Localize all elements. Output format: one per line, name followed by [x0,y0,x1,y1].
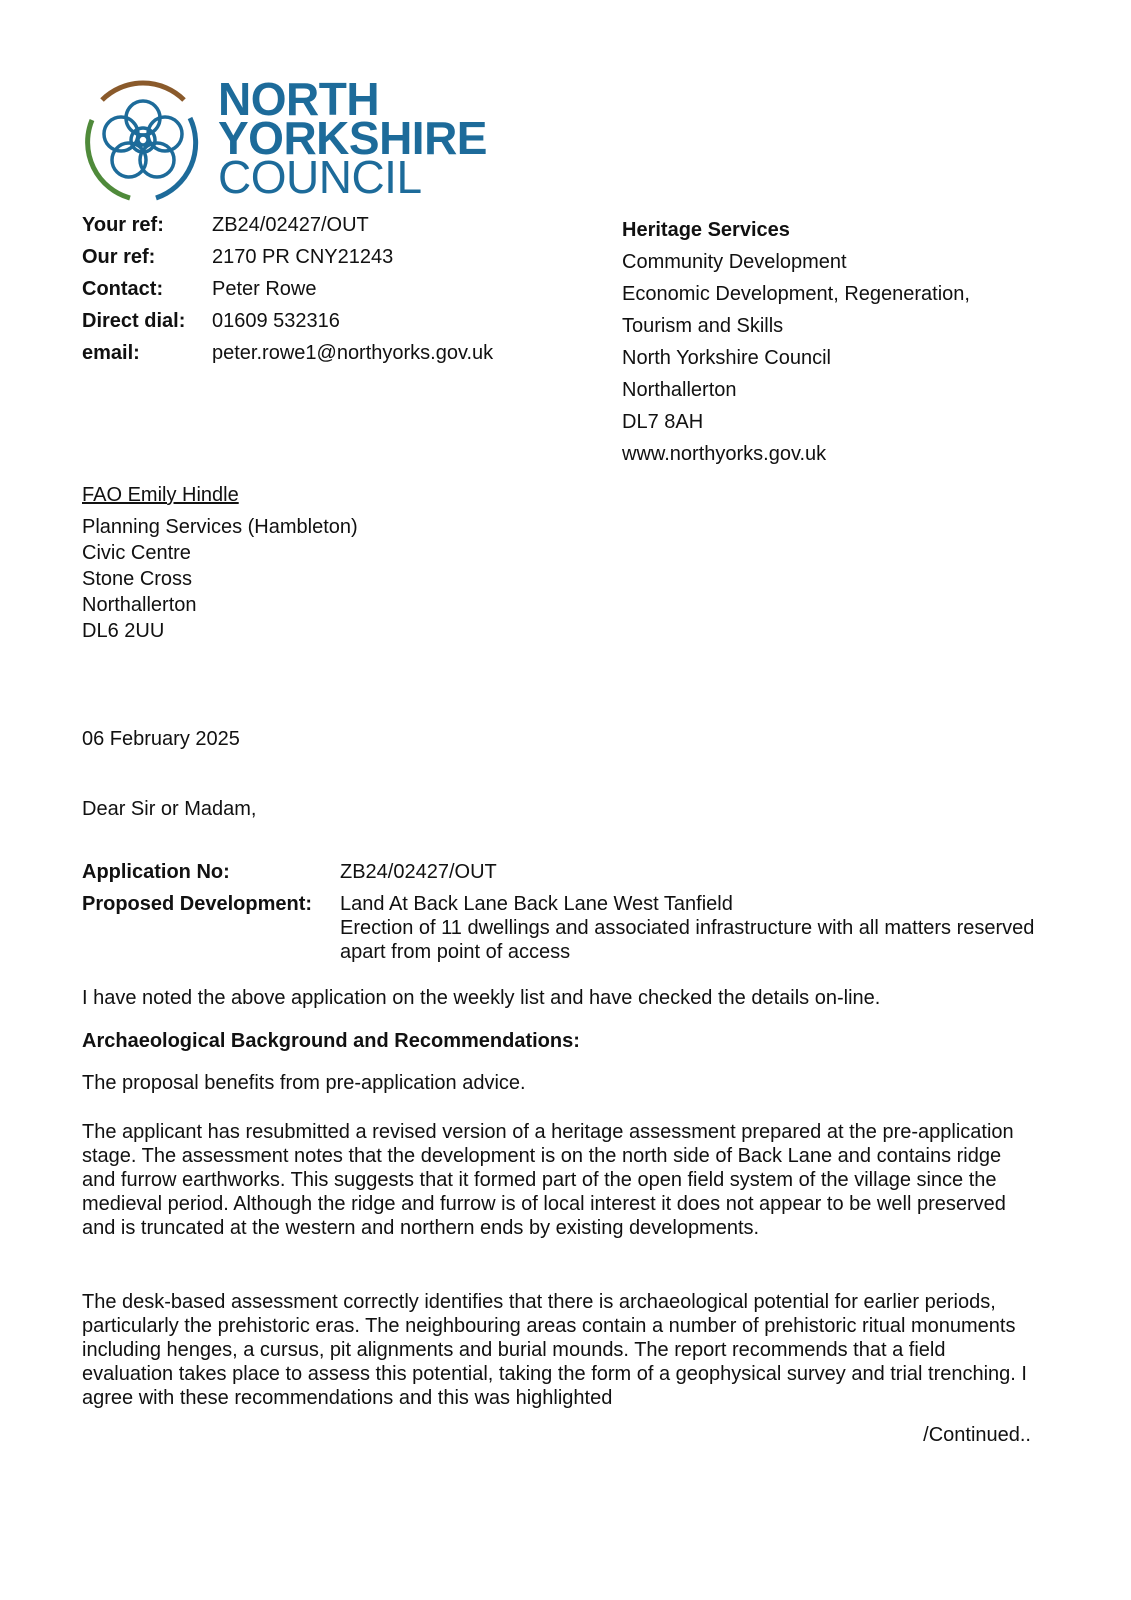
ref-label: Our ref: [82,246,156,268]
fao-line: FAO Emily Hindle [82,484,239,506]
continued-marker: /Continued.. [923,1424,1031,1446]
yorkshire-rose-icon [80,78,206,204]
section-heading: Archaeological Background and Recommendations: [82,1030,580,1052]
council-logo [80,73,487,208]
addressee-line: Civic Centre [82,542,191,564]
paragraph-desk-based-assessment: The desk-based assessment correctly identifies that there is archaeological potential for earlier periods, particularly the prehistoric eras. The neighbouring areas contain a number of prehistoric ritual monuments including henges, a cursus, pit alignments and burial mounds. The report recommends that a field evaluation takes place to assess this potential, taking the form of a geophysical survey and trial trenching. I agree with these recommendations and this was highlighted [82,1291,1027,1409]
proposed-development-label: Proposed Development: [82,893,313,915]
sender-line: Tourism and Skills [622,315,784,337]
salutation: Dear Sir or Madam, [82,798,257,820]
proposed-development-value [340,892,1040,964]
reference-block [82,214,493,374]
sender-address [622,214,970,470]
addressee-line: DL6 2UU [82,620,165,642]
addressee-line: Stone Cross [82,568,193,590]
sender-website: www.northyorks.gov.uk [622,443,827,465]
proposed-development-row [82,892,1040,964]
addressee-line: Northallerton [82,594,197,616]
ref-value: ZB24/02427/OUT [212,214,369,236]
application-number-label: Application No: [82,861,230,883]
ref-label: Direct dial: [82,310,186,332]
logo-line-north: NORTH [218,73,380,125]
ref-label: Your ref: [82,214,164,236]
sender-line: DL7 8AH [622,411,704,433]
sender-line: Economic Development, Regeneration, [622,283,970,305]
ref-row-your-ref [82,214,493,246]
paragraph-noted: I have noted the above application on the weekly list and have checked the details on-line. [82,987,881,1009]
ref-row-direct-dial [82,310,493,342]
ref-value: peter.rowe1@northyorks.gov.uk [212,342,494,364]
application-number-row [82,860,1040,884]
logo-line-yorkshire: YORKSHIRE [218,112,487,164]
development-description: Erection of 11 dwellings and associated infrastructure with all matters reserved apart from point of access [340,917,1035,963]
ref-label: Contact: [82,278,164,300]
sender-line: Northallerton [622,379,737,401]
addressee-block [82,482,358,644]
ref-value: 01609 532316 [212,310,340,332]
sender-line: North Yorkshire Council [622,347,831,369]
sender-title: Heritage Services [622,219,790,241]
letter-date: 06 February 2025 [82,728,240,750]
ref-row-our-ref [82,246,493,278]
ref-row-contact [82,278,493,310]
application-number-value: ZB24/02427/OUT [340,861,497,883]
ref-value: 2170 PR CNY21243 [212,246,394,268]
paragraph-heritage-assessment: The applicant has resubmitted a revised version of a heritage assessment prepared at the pre-application stage. The assessment notes that the development is on the north side of Back Lane and contains ridge and furrow earthworks. This suggests that it formed part of the open field system of the village since the medieval period. Although the ridge and furrow is of local interest it does not appear to be well preserved and is truncated at the western and northern ends by existing developments. [82,1121,1014,1239]
application-details [82,860,1040,972]
ref-label: email: [82,342,140,364]
addressee-line: Planning Services (Hambleton) [82,516,358,538]
ref-value: Peter Rowe [212,278,317,300]
paragraph-pre-application: The proposal benefits from pre-application advice. [82,1072,526,1094]
logo-line-council: COUNCIL [218,151,422,203]
ref-row-email [82,342,493,374]
development-site: Land At Back Lane Back Lane West Tanfield [340,893,733,915]
sender-line: Community Development [622,251,847,273]
logo-wordmark [218,73,487,203]
